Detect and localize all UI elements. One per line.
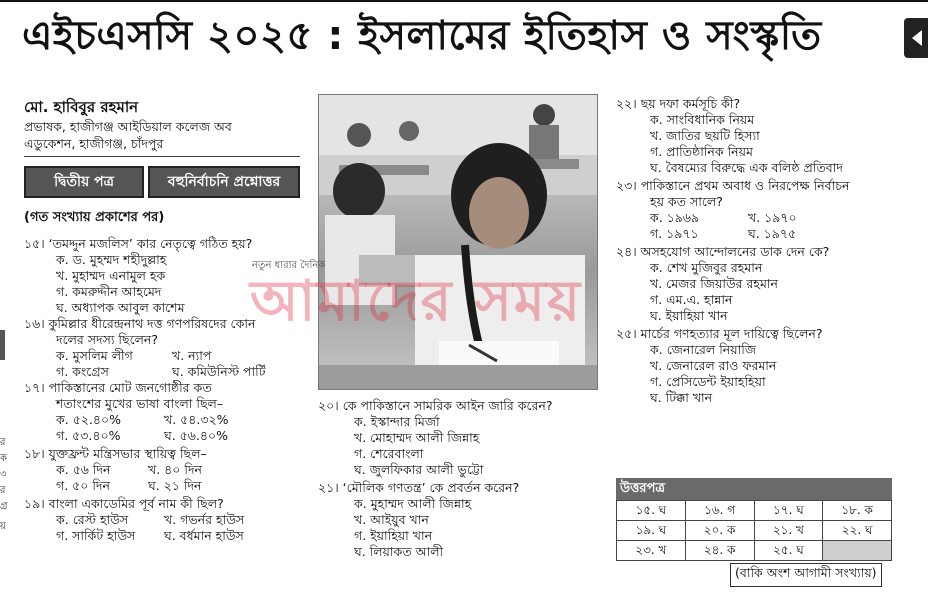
answer-cell: ১৭. ঘ xyxy=(755,501,824,521)
question-23-line-2: হয় কত সালে? xyxy=(650,194,723,209)
left-fragment: ক xyxy=(0,453,7,464)
answer-cell: ২৩. খ xyxy=(617,541,686,561)
type-tag: বহুনির্বাচনি প্রশ্নোত্তর xyxy=(148,166,300,198)
q17-option-c: গ. ৫৩.৪০% xyxy=(56,428,121,443)
q22-option-c: গ. প্রাতিষ্ঠানিক নিয়ম xyxy=(650,144,753,159)
answer-cell: ২০. ক xyxy=(686,521,755,541)
q20-option-a: ক. ইস্কান্দার মির্জা xyxy=(354,414,440,429)
q23-option-c: গ. ১৯৭১ xyxy=(650,226,699,241)
q24-option-a: ক. শেখ মুজিবুর রহমান xyxy=(650,260,763,275)
q24-option-b: খ. মেজর জিয়াউর রহমান xyxy=(650,276,779,291)
q21-option-a: ক. মুহাম্মদ আলী জিন্নাহ xyxy=(354,496,472,511)
question-19: ১৯। বাংলা একাডেমির পূর্ব নাম কী ছিল? xyxy=(24,496,224,511)
q16-option-a: ক. মুসলিম লীগ xyxy=(56,348,133,363)
answer-cell: ১৫. ঘ xyxy=(617,501,686,521)
q19-option-c: গ. সার্কিট হাউস xyxy=(56,528,136,543)
q21-option-c: গ. ইয়াহিয়া খান xyxy=(354,528,433,543)
question-21: ২১। ‘মৌলিক গণতন্ত্র’ কে প্রবর্তন করেন? xyxy=(318,480,520,495)
q17-option-a: ক. ৫২.৪০% xyxy=(56,412,122,427)
answer-cell: ১৮. ক xyxy=(823,501,892,521)
answer-cell: ২১. খ xyxy=(755,521,824,541)
q19-option-a: ক. রেস্ট হাউস xyxy=(56,512,129,527)
q19-option-d: ঘ. বর্ধমান হাউস xyxy=(164,528,244,543)
q23-option-b: খ. ১৯৭০ xyxy=(748,210,797,225)
q23-option-d: ঘ. ১৯৭৫ xyxy=(748,226,797,241)
q22-option-b: খ. জাতির ছয়টি হিস্যা xyxy=(650,128,760,143)
q15-option-c: গ. কমরুদ্দীন আহমেদ xyxy=(56,284,162,299)
page-headline: এইচএসসি ২০২৫ : ইসলামের ইতিহাস ও সংস্কৃতি xyxy=(22,13,822,59)
affiliation-line-2: এডুকেশন, হাজীগঞ্জ, চাঁদপুর xyxy=(24,136,164,151)
q15-option-d: ঘ. অধ্যাপক আবুল কাশেম xyxy=(56,300,185,315)
question-18: ১৮। যুক্তফ্রন্ট মন্ত্রিসভার স্থায়িত্ব ছিল– xyxy=(24,446,207,461)
author-divider xyxy=(24,156,300,157)
q17-option-d: ঘ. ৫৬.৪০% xyxy=(164,428,228,443)
left-column-bar xyxy=(0,330,5,360)
left-fragment: য় xyxy=(0,521,6,532)
question-20: ২০। কে পাকিস্তানে সামরিক আইন জারি করেন? xyxy=(318,398,553,413)
q18-option-b: খ. ৪০ দিন xyxy=(148,462,202,477)
author-name: মো. হাবিবুর রহমান xyxy=(24,98,139,116)
q15-option-a: ক. ড. মুহম্মদ শহীদুল্লাহ xyxy=(56,252,167,267)
answer-key-title: উত্তরপত্র xyxy=(616,478,892,500)
question-22: ২২। ছয় দফা কর্মসূচি কী? xyxy=(616,96,741,111)
question-16-line-2: দলের সদস্য ছিলেন? xyxy=(56,332,159,347)
q25-option-a: ক. জেনারেল নিয়াজি xyxy=(650,342,757,357)
q20-option-c: গ. শেরেবাংলা xyxy=(354,446,424,461)
author-affiliation xyxy=(24,118,304,152)
left-fragment: র xyxy=(0,485,6,496)
q18-option-d: ঘ. ২১ দিন xyxy=(148,478,202,493)
answer-key xyxy=(616,478,892,561)
question-17-line-1: ১৭। পাকিস্তানের মোট জনগোষ্ঠীর কত xyxy=(24,380,212,395)
affiliation-line-1: প্রভাষক, হাজীগঞ্জ আইডিয়াল কলেজ অব xyxy=(24,119,232,134)
answer-cell: ১৯. ঘ xyxy=(617,521,686,541)
answer-cell: ১৬. গ xyxy=(686,501,755,521)
question-16-line-1: ১৬। কুমিল্লার ধীরেন্দ্রনাথ দত্ত গণপরিষদের কোন xyxy=(24,316,256,331)
left-fragment: র xyxy=(0,437,6,448)
q16-option-d: ঘ. কমিউনিস্ট পার্টি xyxy=(172,364,266,379)
watermark-subtitle: নতুন ধারার দৈনিক xyxy=(252,260,326,271)
newspaper-watermark: আমাদের সময় xyxy=(250,269,582,334)
q20-option-b: খ. মোহাম্মদ আলী জিন্নাহ xyxy=(354,430,480,445)
paper-tag: দ্বিতীয় পত্র xyxy=(24,166,144,198)
q23-option-a: ক. ১৯৬৯ xyxy=(650,210,700,225)
q16-option-c: গ. কংগ্রেস xyxy=(56,364,109,379)
q17-option-b: খ. ৫৪.৩২% xyxy=(164,412,229,427)
answer-cell: ২৪. ক xyxy=(686,541,755,561)
q25-option-c: গ. প্রেসিডেন্ট ইয়াহহিয়া xyxy=(650,374,766,389)
answer-cell: ২২. ঘ xyxy=(823,521,892,541)
question-23-line-1: ২৩। পাকিস্তানে প্রথম অবাধ ও নিরপেক্ষ নির্বাচন xyxy=(616,178,850,193)
answer-key-grid xyxy=(616,500,892,561)
top-rule xyxy=(0,0,928,2)
question-17-line-2: শতাংশের মুখের ভাষা বাংলা ছিল– xyxy=(56,396,224,411)
q25-option-d: ঘ. টিক্কা খান xyxy=(650,390,713,405)
question-24: ২৪। অসহযোগ আন্দোলনের ডাক দেন কে? xyxy=(616,244,830,259)
q22-option-a: ক. সাংবিধানিক নিয়ম xyxy=(650,112,755,127)
left-fragment: গ্র xyxy=(0,501,8,512)
question-25: ২৫। মার্চের গণহত্যার মূল দায়িত্বে ছিলেন? xyxy=(616,326,823,341)
q22-option-d: ঘ. বৈষম্যের বিরুদ্ধে এক বলিষ্ঠ প্রতিবাদ xyxy=(650,160,843,175)
q18-option-a: ক. ৫৬ দিন xyxy=(56,462,111,477)
chevron-left-icon[interactable] xyxy=(904,18,928,58)
q19-option-b: খ. গভর্নর হাউস xyxy=(164,512,245,527)
q15-option-b: খ. মুহাম্মদ এনামুল হক xyxy=(56,268,166,283)
q21-option-b: খ. আইয়ুব খান xyxy=(354,512,429,527)
q25-option-b: খ. জেনারেল রাও ফরমান xyxy=(650,358,777,373)
q24-option-c: গ. এম.এ. হান্নান xyxy=(650,292,733,307)
continued-note: (গত সংখ্যায় প্রকাশের পর) xyxy=(24,210,165,225)
answer-cell-empty xyxy=(823,541,892,561)
answer-cell: ২৫. ঘ xyxy=(755,541,824,561)
q24-option-d: ঘ. ইয়াহিয়া খান xyxy=(650,308,728,323)
q20-option-d: ঘ. জুলফিকার আলী ভুট্টো xyxy=(354,462,484,477)
q16-option-b: খ. ন্যাপ xyxy=(172,348,212,363)
left-fragment: ৩ xyxy=(0,469,7,480)
q18-option-c: গ. ৫০ দিন xyxy=(56,478,110,493)
continued-next-issue-note: (বাকি অংশ আগামী সংখ্যায়) xyxy=(730,563,882,587)
q21-option-d: ঘ. লিয়াকত আলী xyxy=(354,544,444,559)
question-15: ১৫। ‘তমদ্দুন মজলিস’ কার নেতৃত্বে গঠিত হয়? xyxy=(24,236,253,251)
